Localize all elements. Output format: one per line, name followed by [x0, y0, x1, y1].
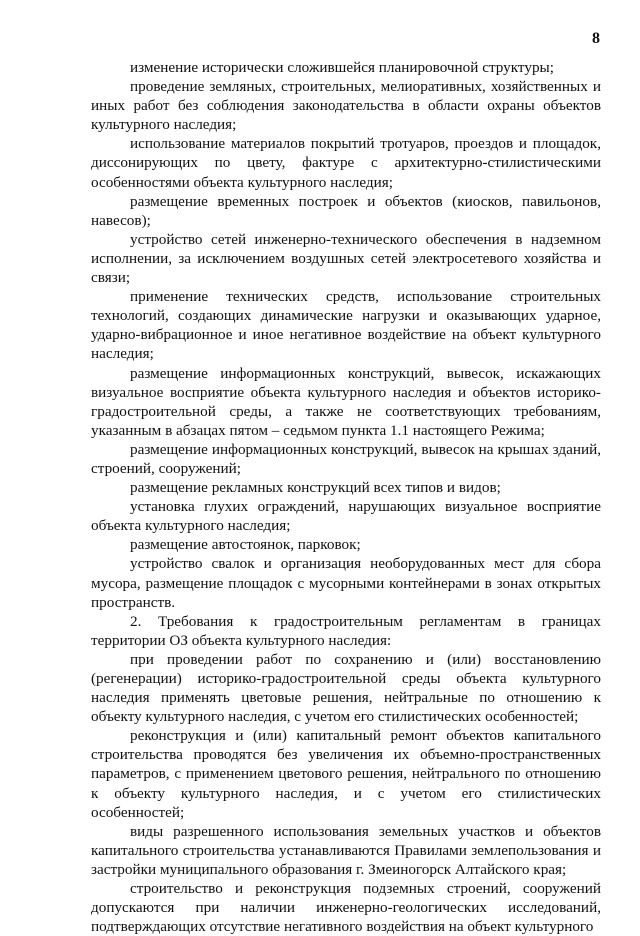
paragraph: проведение земляных, строительных, мелиоративных, хозяйственных и иных работ без соблюдения законодательства в области охраны объектов культурного наследия;	[91, 78, 601, 134]
paragraph: размещение временных построек и объектов (киосков, павильонов, навесов);	[91, 192, 601, 229]
paragraph: строительство и реконструкция подземных строений, сооружений допускаются при наличии инженерно-геологических исследований, подтверждающих отсутствие негативного воздействия на объект культурного	[91, 880, 601, 936]
paragraph: размещение информационных конструкций, вывесок, искажающих визуальное восприятие объекта культурного наследия и объектов историко-градостроительной среды, а также не соответствующих требованиям, указанным в абзацах пятом – седьмом пункта 1.1 настоящего Режима;	[91, 364, 601, 439]
paragraph: размещение автостоянок, парковок;	[130, 536, 361, 554]
paragraph: виды разрешенного использования земельных участков и объектов капитального строительства устанавливаются Правилами землепользования и застройки муниципального образования г. Змеиногорск Алтайского края;	[91, 822, 601, 878]
paragraph: реконструкция и (или) капитальный ремонт объектов капитального строительства проводятся без увеличения их объемно-пространственных параметров, с применением цветового решения, нейтрального по отношению к объекту культурного наследия, и с учетом его стилистических особенностей;	[91, 727, 601, 821]
paragraph: применение технических средств, использование строительных технологий, создающих динамические нагрузки и оказывающих ударное, ударно-вибрационное и иное негативное воздействие на объект культурного наследия;	[91, 288, 601, 363]
paragraph: размещение рекламных конструкций всех типов и видов;	[130, 479, 501, 497]
section-heading: 2. Требования к градостроительным регламентам в границах территории ОЗ объекта культурного наследия:	[91, 612, 601, 649]
paragraph: изменение исторически сложившейся планировочной структуры;	[130, 59, 554, 76]
paragraph: установка глухих ограждений, нарушающих визуальное восприятие объекта культурного наследия;	[91, 498, 601, 535]
document-body	[91, 58, 601, 936]
paragraph: при проведении работ по сохранению и (или) восстановлению (регенерации) историко-градостроительной среды объекта культурного наследия применять цветовые решения, нейтральные по отношению к объекту культурного наследия, с учетом его стилистических особенностей;	[91, 650, 601, 726]
paragraph: размещение информационных конструкций, вывесок на крышах зданий, строений, сооружений;	[91, 440, 601, 477]
paragraph: устройство сетей инженерно-технического обеспечения в надземном исполнении, за исключением воздушных сетей электросетевого хозяйства и связи;	[91, 230, 601, 287]
page-number: 8	[592, 30, 600, 47]
paragraph: использование материалов покрытий тротуаров, проездов и площадок, диссонирующих по цвету, фактуре с архитектурно-стилистическими особенностями объекта культурного наследия;	[91, 135, 601, 191]
paragraph: устройство свалок и организация необорудованных мест для сбора мусора, размещение площадок с мусорными контейнерами в зонах открытых пространств.	[91, 555, 601, 611]
